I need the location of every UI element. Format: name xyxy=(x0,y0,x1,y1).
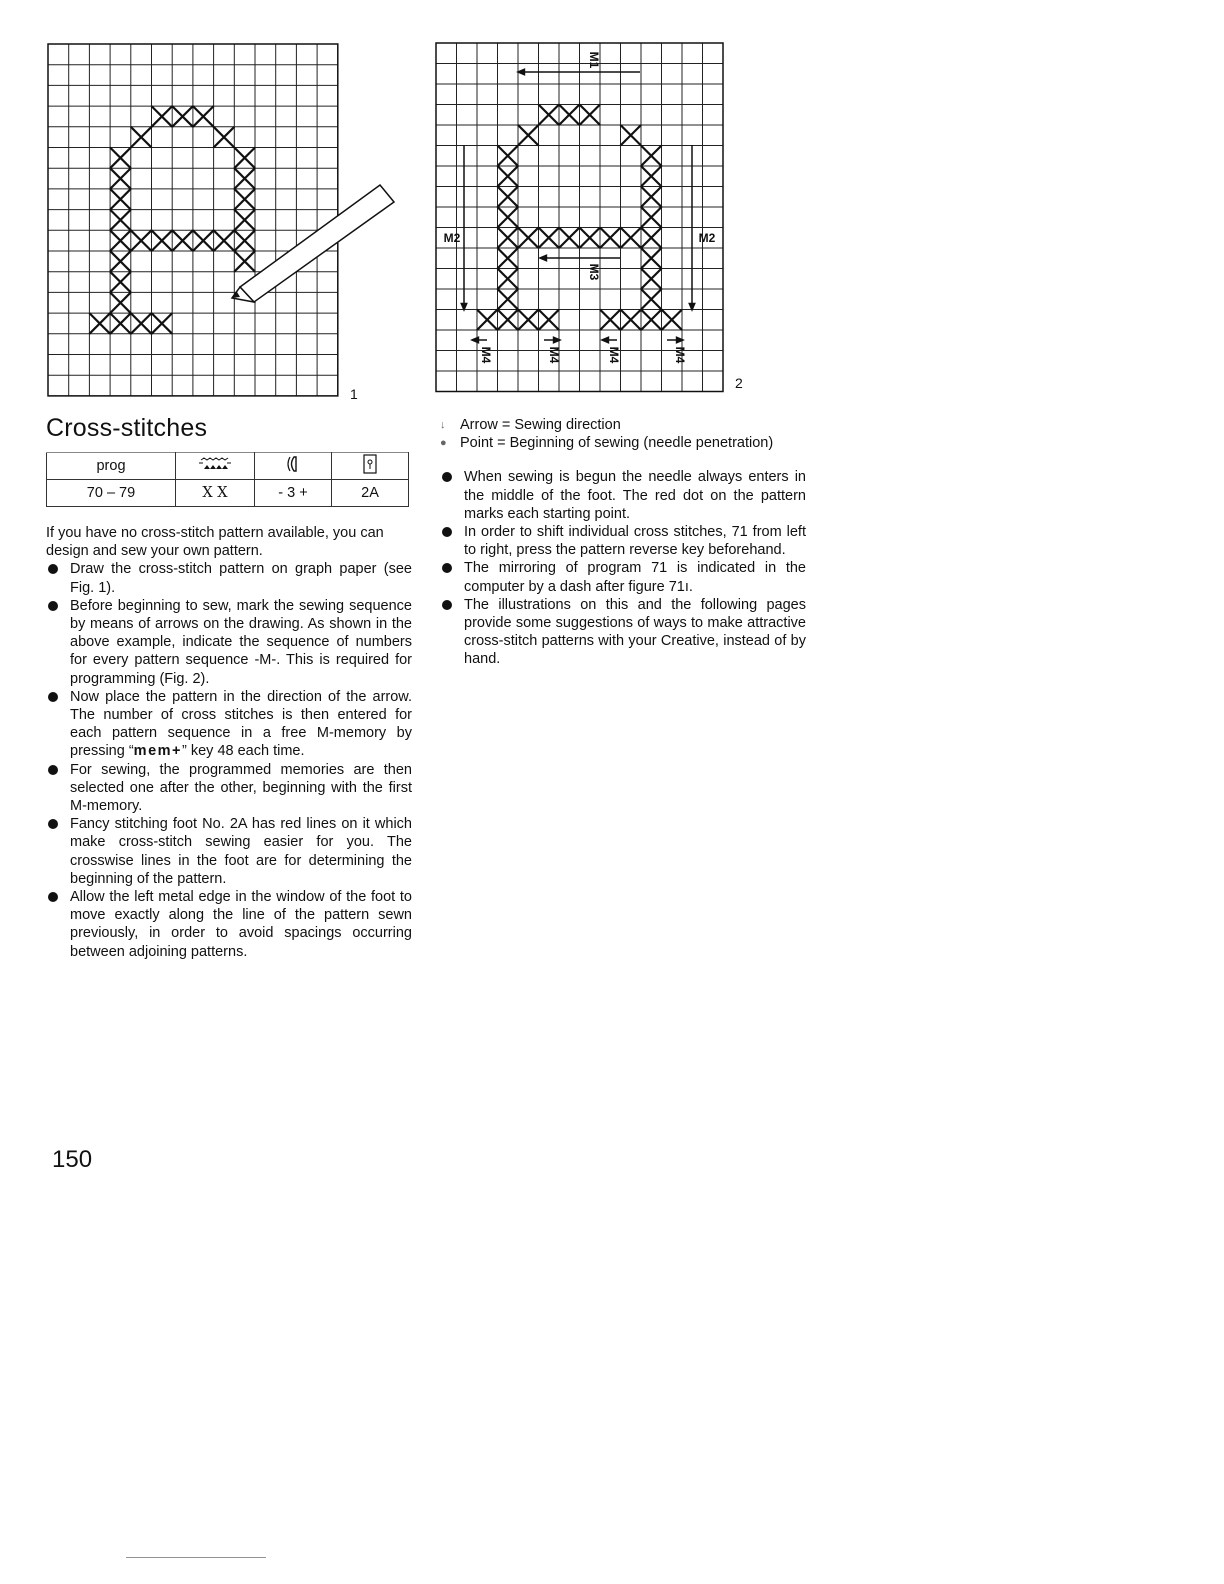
list-item-text: The illustrations on this and the following pages provide some suggestions of ways to make attractive cross-stitch patterns with your Creative, instead of by hand. xyxy=(464,596,806,668)
legend-text: Point = Beginning of sewing (needle penetration) xyxy=(460,435,774,452)
mem-key-label: mem+ xyxy=(133,743,182,760)
figure-2-number: 2 xyxy=(735,375,743,391)
legend-arrow xyxy=(440,416,806,434)
label-m4: M4 xyxy=(479,346,493,364)
settings-header-row xyxy=(47,453,409,480)
settings-values-row xyxy=(47,480,409,507)
bullet-icon xyxy=(48,819,58,829)
bullet-icon xyxy=(48,564,58,574)
list-item xyxy=(46,761,412,816)
bullet-icon xyxy=(442,563,452,573)
bullet-icon xyxy=(48,601,58,611)
label-m4: M4 xyxy=(673,346,687,364)
arrow-m1-head xyxy=(518,69,524,74)
bullet-icon xyxy=(442,472,452,482)
footer-rule xyxy=(126,1557,266,1558)
pencil-icon xyxy=(232,185,394,302)
list-item-text: Now place the pattern in the direction of the arrow. The number of cross stitches is then entered for each pattern sequence in a free M-memory by pressing “ xyxy=(70,688,412,760)
page-number: 150 xyxy=(52,1146,93,1173)
intro-paragraph: If you have no cross-stitch pattern available, you can design and sew your own pattern. xyxy=(46,525,384,560)
prog-header: prog xyxy=(47,453,176,480)
stitch-length-icon xyxy=(255,453,332,480)
label-m3: M3 xyxy=(587,263,601,281)
label-m1: M1 xyxy=(587,51,601,69)
notes-list xyxy=(440,468,806,668)
graph-grid xyxy=(48,44,338,396)
label-m4: M4 xyxy=(607,346,621,364)
right-column xyxy=(440,416,806,669)
list-item xyxy=(46,815,412,888)
list-item-text: Draw the cross-stitch pattern on graph paper (see Fig. 1). xyxy=(70,561,412,596)
left-column xyxy=(46,524,412,961)
legend xyxy=(440,416,806,452)
bullet-icon xyxy=(48,765,58,775)
legend-text: Arrow = Sewing direction xyxy=(460,417,621,433)
label-m4: M4 xyxy=(547,346,561,364)
figure-2-memory-sequences xyxy=(432,40,752,400)
label-m2-left: M2 xyxy=(443,231,461,245)
list-item-text-suffix: ” key 48 each time. xyxy=(182,743,305,760)
figure-1-number: 1 xyxy=(350,386,358,402)
arrow-m4-1-head xyxy=(472,337,478,342)
list-item-text: Before beginning to sew, mark the sewing sequence by means of arrows on the drawing. As shown in the above example, indicate the sequence of numbers for every pattern sequence -M-. This is required for programming (Fig. 2). xyxy=(70,597,412,687)
stitch-width-value: X X xyxy=(176,480,255,507)
bullet-icon xyxy=(48,692,58,702)
list-item xyxy=(440,559,806,595)
bullet-icon xyxy=(442,527,452,537)
list-item-text: Fancy stitching foot No. 2A has red lines on it which make cross-stitch sewing easier for you. The crosswise lines in the foot are for determining the beginning of the pattern. xyxy=(70,816,412,887)
list-item-text: When sewing is begun the needle always enters in the middle of the foot. The red dot on the pattern marks each starting point. xyxy=(464,469,806,522)
list-item-text: Allow the left metal edge in the window of the foot to move exactly along the line of the pattern sewn previously, in order to avoid spacings occurring between adjoining patterns. xyxy=(70,889,412,960)
list-item-text: For sewing, the programmed memories are then selected one after the other, beginning with the first M-memory. xyxy=(70,761,412,815)
arrow-m3-head xyxy=(540,255,546,260)
arrow-down-icon: ↓ xyxy=(440,419,446,431)
list-item xyxy=(46,597,412,688)
list-item xyxy=(46,688,412,761)
dot-icon: ● xyxy=(440,437,447,450)
label-m2-right: M2 xyxy=(698,231,716,245)
list-item xyxy=(440,468,806,523)
list-item xyxy=(46,560,412,596)
list-item-text: The mirroring of program 71 is indicated in the computer by a dash after figure 71ı. xyxy=(464,560,806,595)
presser-foot-value: 2A xyxy=(332,480,409,507)
stitch-width-icon xyxy=(176,453,255,480)
legend-point xyxy=(440,434,806,452)
prog-value: 70 – 79 xyxy=(47,480,176,507)
figure-1-cross-stitch-drawing xyxy=(44,40,414,410)
presser-foot-icon xyxy=(332,453,409,480)
stitch-length-value: - 3 + xyxy=(255,480,332,507)
arrow-m4-3-head xyxy=(602,337,608,342)
bullet-icon xyxy=(442,600,452,610)
list-item xyxy=(46,888,412,961)
instructions-list xyxy=(46,560,412,960)
list-item xyxy=(440,596,806,669)
list-item-text: In order to shift individual cross stitches, 71 from left to right, press the pattern reverse key beforehand. xyxy=(464,524,806,559)
list-item xyxy=(440,523,806,559)
page-title: Cross-stitches xyxy=(46,414,208,442)
bullet-icon xyxy=(48,892,58,902)
settings-table xyxy=(46,452,409,507)
